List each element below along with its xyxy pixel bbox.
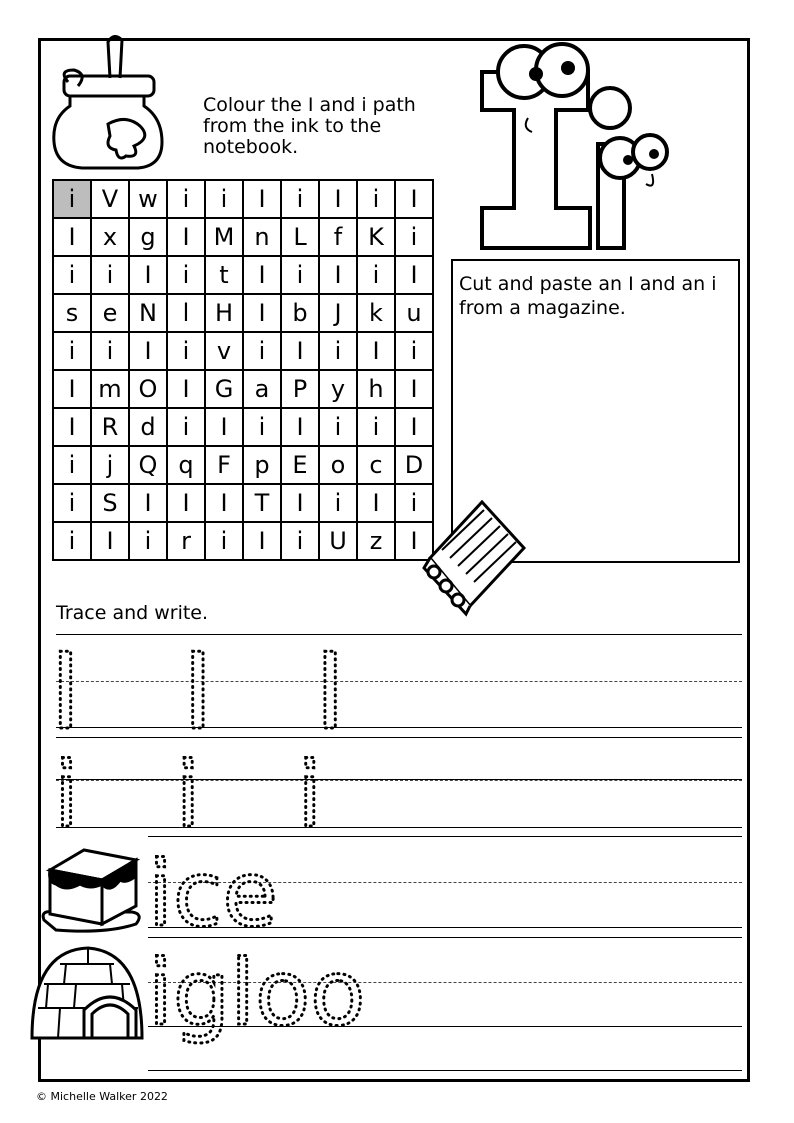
grid-row bbox=[53, 408, 433, 446]
grid-cell[interactable]: N bbox=[129, 294, 167, 332]
grid-cell[interactable]: K bbox=[357, 218, 395, 256]
grid-cell[interactable]: I bbox=[243, 180, 281, 218]
grid-cell[interactable]: i bbox=[243, 332, 281, 370]
grid-cell[interactable]: U bbox=[319, 522, 357, 560]
grid-cell[interactable]: I bbox=[205, 484, 243, 522]
grid-cell[interactable]: s bbox=[53, 294, 91, 332]
grid-cell[interactable]: i bbox=[91, 256, 129, 294]
grid-cell[interactable]: i bbox=[319, 332, 357, 370]
grid-cell[interactable]: M bbox=[205, 218, 243, 256]
igloo-icon bbox=[26, 938, 146, 1048]
grid-cell[interactable]: i bbox=[357, 180, 395, 218]
grid-cell[interactable]: m bbox=[91, 370, 129, 408]
grid-cell[interactable]: x bbox=[91, 218, 129, 256]
grid-cell[interactable]: i bbox=[281, 256, 319, 294]
colour-instruction: Colour the I and i path from the ink to the notebook. bbox=[203, 94, 416, 158]
grid-cell[interactable]: D bbox=[395, 446, 433, 484]
grid-cell[interactable]: T bbox=[243, 484, 281, 522]
grid-cell[interactable]: i bbox=[129, 522, 167, 560]
grid-cell[interactable]: P bbox=[281, 370, 319, 408]
grid-cell[interactable]: n bbox=[243, 218, 281, 256]
grid-cell[interactable]: h bbox=[357, 370, 395, 408]
grid-cell[interactable]: I bbox=[281, 408, 319, 446]
grid-cell[interactable]: I bbox=[243, 294, 281, 332]
grid-cell[interactable]: o bbox=[319, 446, 357, 484]
grid-cell[interactable]: f bbox=[319, 218, 357, 256]
grid-cell[interactable]: d bbox=[129, 408, 167, 446]
grid-row bbox=[53, 484, 433, 522]
grid-cell[interactable]: I bbox=[357, 484, 395, 522]
grid-cell[interactable]: E bbox=[281, 446, 319, 484]
trace-instruction: Trace and write. bbox=[56, 602, 209, 624]
grid-cell[interactable]: j bbox=[91, 446, 129, 484]
trace-upper-i: I I I bbox=[50, 631, 380, 753]
grid-cell[interactable]: i bbox=[281, 180, 319, 218]
grid-cell[interactable]: i bbox=[91, 332, 129, 370]
copyright-footer: © Michelle Walker 2022 bbox=[36, 1090, 168, 1103]
grid-row bbox=[53, 332, 433, 370]
grid-cell[interactable]: i bbox=[319, 408, 357, 446]
grid-cell[interactable]: i bbox=[53, 522, 91, 560]
ice-cube-icon bbox=[36, 840, 146, 935]
grid-cell[interactable]: I bbox=[281, 332, 319, 370]
grid-cell[interactable]: I bbox=[395, 370, 433, 408]
grid-cell[interactable]: i bbox=[205, 522, 243, 560]
grid-cell[interactable]: I bbox=[129, 256, 167, 294]
grid-cell[interactable]: I bbox=[395, 256, 433, 294]
cut-paste-instruction: Cut and paste an I and an i from a magazine. bbox=[459, 273, 717, 319]
grid-cell[interactable]: z bbox=[357, 522, 395, 560]
grid-row bbox=[53, 522, 433, 560]
grid-cell[interactable]: I bbox=[167, 218, 205, 256]
grid-cell[interactable]: w bbox=[129, 180, 167, 218]
grid-cell[interactable]: k bbox=[357, 294, 395, 332]
grid-cell[interactable]: i bbox=[395, 218, 433, 256]
grid-cell[interactable]: i bbox=[281, 522, 319, 560]
grid-cell[interactable]: H bbox=[205, 294, 243, 332]
grid-cell[interactable]: I bbox=[395, 522, 433, 560]
grid-cell[interactable]: I bbox=[395, 408, 433, 446]
grid-cell[interactable]: i bbox=[167, 408, 205, 446]
grid-cell[interactable]: i bbox=[243, 408, 281, 446]
grid-cell[interactable]: O bbox=[129, 370, 167, 408]
grid-cell[interactable]: G bbox=[205, 370, 243, 408]
grid-cell[interactable]: I bbox=[53, 408, 91, 446]
notebook-icon bbox=[410, 488, 535, 618]
grid-cell[interactable]: I bbox=[53, 218, 91, 256]
grid-cell[interactable]: I bbox=[91, 522, 129, 560]
grid-row bbox=[53, 446, 433, 484]
letter-grid bbox=[52, 179, 434, 561]
grid-cell[interactable]: I bbox=[281, 484, 319, 522]
grid-cell[interactable]: J bbox=[319, 294, 357, 332]
grid-cell[interactable]: Q bbox=[129, 446, 167, 484]
grid-cell[interactable]: v bbox=[205, 332, 243, 370]
grid-cell[interactable]: i bbox=[53, 180, 91, 218]
grid-cell[interactable]: I bbox=[129, 484, 167, 522]
trace-word-igloo: igloo bbox=[148, 941, 366, 1046]
grid-cell[interactable]: i bbox=[53, 332, 91, 370]
grid-cell[interactable]: l bbox=[167, 294, 205, 332]
grid-cell[interactable]: i bbox=[53, 484, 91, 522]
tracing-letters bbox=[50, 620, 750, 1080]
grid-cell[interactable]: L bbox=[281, 218, 319, 256]
grid-cell[interactable]: I bbox=[357, 332, 395, 370]
grid-cell[interactable]: I bbox=[243, 256, 281, 294]
grid-cell[interactable]: i bbox=[319, 484, 357, 522]
grid-row bbox=[53, 180, 433, 218]
grid-cell[interactable]: e bbox=[91, 294, 129, 332]
grid-cell[interactable]: I bbox=[167, 370, 205, 408]
grid-cell[interactable]: I bbox=[319, 180, 357, 218]
grid-cell[interactable]: r bbox=[167, 522, 205, 560]
grid-cell[interactable]: I bbox=[53, 370, 91, 408]
grid-cell[interactable]: R bbox=[91, 408, 129, 446]
grid-cell[interactable]: p bbox=[243, 446, 281, 484]
grid-cell[interactable]: i bbox=[53, 446, 91, 484]
grid-cell[interactable]: i bbox=[357, 408, 395, 446]
trace-lower-i: i i i bbox=[54, 743, 357, 848]
grid-cell[interactable]: I bbox=[129, 332, 167, 370]
grid-row bbox=[53, 370, 433, 408]
grid-cell[interactable]: t bbox=[205, 256, 243, 294]
grid-cell[interactable]: F bbox=[205, 446, 243, 484]
grid-cell[interactable]: c bbox=[357, 446, 395, 484]
grid-cell[interactable]: i bbox=[53, 256, 91, 294]
grid-cell[interactable]: q bbox=[167, 446, 205, 484]
grid-cell[interactable]: I bbox=[395, 180, 433, 218]
grid-cell[interactable]: i bbox=[167, 180, 205, 218]
grid-cell[interactable]: i bbox=[205, 180, 243, 218]
grid-row bbox=[53, 218, 433, 256]
grid-cell[interactable]: i bbox=[357, 256, 395, 294]
grid-cell[interactable]: i bbox=[395, 484, 433, 522]
grid-cell[interactable]: I bbox=[205, 408, 243, 446]
grid-cell[interactable]: I bbox=[243, 522, 281, 560]
grid-cell[interactable]: i bbox=[167, 332, 205, 370]
grid-cell[interactable]: i bbox=[167, 256, 205, 294]
grid-cell[interactable]: S bbox=[91, 484, 129, 522]
grid-cell[interactable]: i bbox=[395, 332, 433, 370]
ink-bottle-icon bbox=[48, 30, 168, 180]
grid-cell[interactable]: a bbox=[243, 370, 281, 408]
trace-word-ice: ice bbox=[148, 842, 278, 947]
grid-cell[interactable]: V bbox=[91, 180, 129, 218]
grid-cell[interactable]: I bbox=[319, 256, 357, 294]
grid-cell[interactable]: g bbox=[129, 218, 167, 256]
grid-cell[interactable]: y bbox=[319, 370, 357, 408]
grid-row bbox=[53, 256, 433, 294]
letter-characters-icon bbox=[470, 40, 700, 255]
grid-cell[interactable]: u bbox=[395, 294, 433, 332]
grid-cell[interactable]: I bbox=[167, 484, 205, 522]
grid-row bbox=[53, 294, 433, 332]
grid-cell[interactable]: b bbox=[281, 294, 319, 332]
